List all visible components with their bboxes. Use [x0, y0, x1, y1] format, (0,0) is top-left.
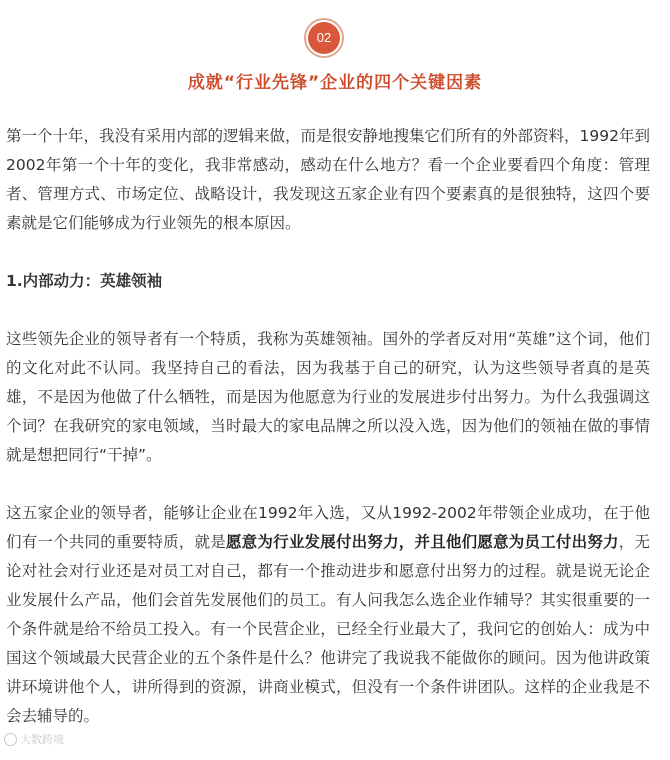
section-title: 成就“行业先锋”企业的四个关键因素 [187, 73, 483, 93]
paragraph-leader-trait-start: 这五家企业的领导者，能够让企业在1992年入选，又从1992-2002年带领企业成功，在于他们有一个共同的重要特质，就是 [6, 504, 650, 551]
paragraph-leader-trait [6, 499, 650, 731]
watermark [4, 731, 64, 747]
section-badge [0, 18, 670, 62]
watermark-text: 大数跨境 [20, 733, 64, 746]
paragraph-heroic-leader: 这些领先企业的领导者有一个特质，我称为英雄领袖。国外的学者反对用“英雄”这个词，他们的文化对此不认同。我坚持自己的看法，因为我基于自己的研究，认为这些领导者真的是英雄，不是因为他做了什么牺牲，而是因为他愿意为行业的发展进步付出努力。为什么我强调这个词？在我研究的家电领域，当时最大的家电品牌之所以没入选，因为他们的领袖在做的事情就是想把同行“干掉”。 [6, 330, 650, 464]
article-body [6, 122, 650, 760]
logo-icon [4, 733, 17, 746]
paragraph-intro: 第一个十年，我没有采用内部的逻辑来做，而是很安静地搜集它们所有的外部资料，1992年到2002年第一个十年的变化，我非常感动，感动在什么地方？看一个企业要看四个角度：管理者、管理方式、市场定位、战略设计，我发现这五家企业有四个要素真的是很独特，这四个要素就是它们能够成为行业领先的根本原因。 [6, 127, 650, 232]
section-number: 02 [308, 22, 340, 54]
paragraph-leader-trait-emphasis: 愿意为行业发展付出努力，并且他们愿意为员工付出努力 [225, 533, 619, 551]
subheading-internal-motivation: 1.内部动力：英雄领袖 [6, 272, 163, 290]
paragraph-leader-trait-rest: ，无论对社会对行业还是对员工对自己，都有一个推动进步和愿意付出努力的过程。就是说无论企业发展什么产品，他们会首先发展他们的员工。有人问我怎么选企业作辅导？其实很重要的一个条件就是给不给员工投入。有一个民营企业，已经全行业最大了，我问它的创始人：成为中国这个领域最大民营企业的五个条件是什么？他讲完了我说我不能做你的顾问。因为他讲政策讲环境讲他个人，讲所得到的资源，讲商业模式，但没有一个条件讲团队。这样的企业我是不会去辅导的。 [6, 533, 650, 725]
